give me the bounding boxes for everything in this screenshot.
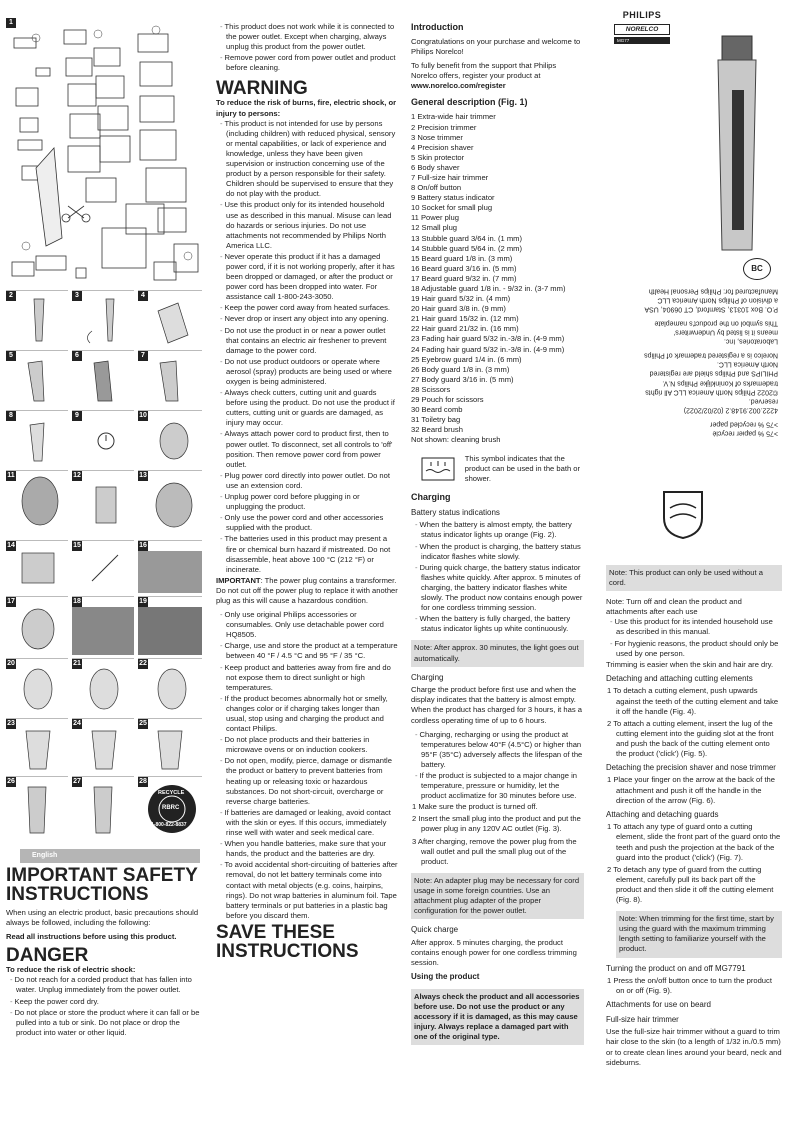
detach-step: 2 To attach a cutting element, insert the lug of the cutting element into the guiding slot at the front and push the back of the cutting element onto the product ('click') (Fig. 5).: [607, 718, 774, 759]
warning-subtitle: To reduce the risk of burns, fire, electric shock, or injury to persons:: [216, 98, 397, 118]
part-item: 12 Small plug: [411, 223, 458, 233]
save-instructions-title: SAVE THESE INSTRUCTIONS: [216, 921, 359, 962]
figure-label: 12: [73, 472, 81, 479]
figure-label: 9: [72, 411, 82, 421]
warning-item: - Unplug power cord before plugging in or unplugging the product.: [216, 492, 398, 512]
detach-title: Detaching and attaching cutting elements: [606, 673, 753, 683]
shower-symbol-icon: [421, 457, 455, 481]
fullsize-title: Full-size hair trimmer: [606, 1014, 679, 1024]
charging-title: Charging: [411, 491, 451, 502]
figure-1: [6, 18, 202, 286]
part-item: 29 Pouch for scissors: [411, 395, 484, 405]
charging-item: - Charging, recharging or using the product at temperatures below 40°F (4.5°C) or higher than 95°F (35°C) adversely affects the lifespan of the battery.: [411, 730, 584, 770]
danger-subtitle: To reduce the risk of electric shock:: [6, 965, 136, 975]
important-paragraph: [216, 576, 398, 606]
figure-13: [138, 470, 202, 536]
figure-label: 25: [139, 720, 147, 727]
part-item: 19 Hair guard 5/32 in. (4 mm): [411, 294, 511, 304]
warning-title: WARNING: [216, 78, 308, 100]
figure-label: 15: [73, 542, 81, 549]
guard-step: 2 To detach any type of guard from the cutting element, carefully pull its back part off the product and then slide it off the cutting element (Fig. 8).: [607, 864, 774, 905]
part-item: 1 Extra-wide hair trimmer: [411, 112, 496, 122]
warning-item: - Never drop or insert any object into any opening.: [216, 314, 398, 324]
figure-15: [72, 540, 134, 592]
philips-shield-icon: [660, 488, 706, 540]
part-item: 13 Stubble guard 3/64 in. (1 mm): [411, 233, 523, 243]
part-item: 14 Stubble guard 5/64 in. (2 mm): [411, 243, 523, 253]
warning-item: - Remove power cord from power outlet and product before cleaning.: [216, 53, 398, 73]
adapter-note: Note: An adapter plug may be necessary for cord usage in some foreign countries. Use an attachment plug adapter of the proper configuration for the power outlet.: [411, 873, 584, 919]
important-item: - When you handle batteries, make sure that your hands, the product and the batteries are dry.: [216, 839, 398, 859]
important-item: - Charge, use and store the product at a temperature between 40 °F / 4.5 °C and 95 °F / 35 °C.: [216, 641, 398, 661]
legal-line: trademarks of Koninklijke Philips N.V.: [662, 378, 778, 386]
philips-logo: PHILIPS: [622, 10, 662, 20]
cord-note: Note: This product can only be used without a cord.: [606, 565, 782, 591]
safety-section: [6, 866, 206, 1039]
figure-8: [6, 410, 68, 466]
warning-item: - Never operate this product if it has a damaged power cord, if it is not working properly, after it has been dropped or damaged, or after the product or power cord has been dropped into water. For assistance call 1-800-243-3050.: [216, 252, 398, 302]
onoff-step: 1 Press the on/off button once to turn the product on or off (Fig. 9).: [607, 976, 772, 996]
register-url[interactable]: www.norelco.com/register: [411, 81, 506, 91]
figure-label: 3: [72, 291, 82, 301]
figure-label: 2: [6, 291, 16, 301]
important-item: - To avoid accidental short-circuiting of batteries after removal, do not let battery terminals come into contact with metal objects (e.g. coins, hairpins, rings). Do not wrap batteries in aluminum foil. Tape battery terminals or put batteries in a plastic bag before you discard them.: [216, 860, 398, 921]
clean-note: Note: Turn off and clean the product and attachments after each use: [606, 597, 742, 617]
part-item: 18 Adjustable guard 1/8 in. - 9/32 in. (3-7 mm): [411, 284, 566, 293]
battery-item: - During quick charge, the battery status indicator flashes white quickly. After approx. 5 minutes of charging, the battery indicator flashes white slowly. The product now contains enough power for one cordless trimming session.: [411, 563, 584, 613]
battery-status-title: Battery status indications: [411, 507, 500, 517]
norelco-logo: NORELCO: [614, 24, 670, 35]
figure-label: 1: [6, 18, 16, 28]
figure-18: [72, 596, 134, 654]
figure-12: [72, 470, 134, 536]
part-item: 20 Hair guard 3/8 in. (9 mm): [411, 304, 506, 314]
figures-column: [6, 18, 206, 838]
charging-item: - If the product is subjected to a major change in temperature, pressure or humidity, let the product acclimatize for 30 minutes before use.: [411, 771, 584, 801]
model-label: MG77: [614, 37, 670, 44]
intro-paragraph: To fully benefit from the support that Philips Norelco offers, register your product at: [411, 61, 557, 81]
legal-line: a division of Philips North America LLC: [657, 296, 778, 304]
part-item: 4 Precision shaver: [411, 142, 474, 152]
figure-label: 20: [7, 660, 15, 667]
legal-line: Norelco is a registered trademark of Philips: [644, 351, 778, 359]
legal-line: means it is listed by Underwriters': [673, 328, 778, 336]
figure-17: [6, 596, 68, 654]
clean-item: - For hygienic reasons, the product should only be used by one person.: [606, 639, 782, 659]
intro-title: Introduction: [411, 22, 464, 32]
figure-label: 5: [6, 351, 16, 361]
warning-item: - This product is not intended for use by persons (including children) with reduced physical, sensory or mental capabilities, or lack of experience and knowledge, unless they have been given supervision or instruction concerning use of the product by a person responsible for their safety. Children should be supervised to ensure that they do not play with the product.: [216, 119, 398, 200]
part-item: 3 Nose trimmer: [411, 132, 463, 142]
warning-item: - This product does not work while it is connected to the power outlet. Except when charging, always unplug this product from the power outlet.: [216, 22, 398, 52]
part-item: 21 Hair guard 15/32 in. (12 mm): [411, 314, 519, 324]
part-item: Not shown: cleaning brush: [411, 435, 501, 445]
intro-paragraph: Congratulations on your purchase and welcome to Philips Norelco!: [411, 36, 581, 57]
part-item: 11 Power plug: [411, 213, 459, 223]
using-note: Always check the product and all accessories before use. Do not use the product or any accessory if it is damaged, as this may cause injury. Always replace a damaged part with one of the original type.: [411, 989, 584, 1045]
warning-item: - Only use the power cord and other accessories supplied with the product.: [216, 513, 398, 533]
important-item: - Keep product and batteries away from fire and do not expose them to direct sunlight or high temperatures.: [216, 663, 398, 693]
charge-step: 3 After charging, remove the power plug from the wall outlet and pull the small plug out of the product.: [412, 836, 577, 866]
part-item: 6 Body shaver: [411, 162, 460, 172]
recycle-word: RECYCLE: [158, 790, 185, 796]
battery-item: - When the battery is fully charged, the battery status indicator lights up white continuously.: [411, 614, 584, 634]
product-image: [700, 20, 760, 256]
bc-mark: BC: [743, 258, 771, 280]
shower-symbol-text: This symbol indicates that the product can be used in the bath or shower.: [464, 453, 581, 483]
warning-item: - Keep the power cord away from heated surfaces.: [216, 303, 398, 313]
general-description-title: General description (Fig. 1): [411, 97, 528, 108]
part-item: 5 Skin protector: [411, 152, 465, 162]
part-item: 15 Beard guard 1/8 in. (3 mm): [411, 253, 513, 263]
introduction-column: [411, 22, 584, 1051]
onoff-title: Turning the product on and off MG7791: [606, 963, 746, 973]
beard-attachments-title: Attachments for use on beard: [606, 1000, 711, 1010]
detach-step: 1 To detach a cutting element, push upwards against the teeth of the cutting element and take it off the handle (Fig. 4).: [607, 686, 779, 716]
trim-tip: Trimming is easier when the skin and hair are dry.: [606, 659, 774, 669]
figure-3: [72, 290, 134, 346]
parts-list: [411, 112, 584, 445]
charging-subtitle: Charging: [411, 672, 444, 682]
figure-10: [138, 410, 202, 466]
danger-title: DANGER: [6, 945, 89, 967]
legal-line: North America LLC.: [716, 360, 778, 368]
figure-21: [72, 658, 134, 714]
important-item: - Do not open, modify, pierce, damage or dismantle the product or battery to prevent batteries from heating up or releasing toxic or hazardous substances. Do not short-circuit, overcharge or reverse charge batteries.: [216, 756, 398, 806]
figure-grid: [6, 18, 206, 838]
figure-24: [72, 718, 134, 772]
figure-label: 22: [139, 660, 147, 667]
figure-label: 19: [139, 598, 147, 605]
part-item: 32 Beard brush: [411, 425, 463, 435]
figure-label: 28: [139, 778, 147, 785]
part-item: 17 Beard guard 9/32 in. (7 mm): [411, 273, 517, 283]
legal-line: P.O. Box 10313, Stamford, CT 06904, USA: [644, 305, 778, 313]
figure-11: [6, 470, 68, 536]
battery-note: Note: After approx. 30 minutes, the light goes out automatically.: [411, 640, 584, 666]
important-item: - Do not place products and their batteries in microwave ovens or on induction cookers.: [216, 735, 398, 755]
figure-label: 4: [138, 291, 148, 301]
safety-title: IMPORTANT SAFETY INSTRUCTIONS: [6, 865, 198, 905]
part-item: 25 Eyebrow guard 1/4 in. (6 mm): [411, 354, 522, 364]
legal-line: This symbol on the product's nameplate: [654, 319, 778, 327]
fullsize-text: Use the full-size hair trimmer without a guard to trim hair close to the skin (to a length of 1/32 in./0.5 mm) or to create clean lines around your beard, neck and sideburns.: [606, 1027, 782, 1067]
danger-item: - Do not reach for a corded product that has fallen into water. Unplug immediately from the power outlet.: [6, 975, 206, 995]
clean-item: - Use this product for its intended household use as described in this manual.: [606, 617, 782, 637]
guard-note: Note: When trimming for the first time, start by using the guard with the maximum trimming length setting to familiarize yourself with the product.: [616, 911, 782, 957]
warning-item: - The batteries used in this product may present a fire or chemical burn hazard if mistreated. Do not disassemble, heat above 100 °C (212 °F) or incinerate.: [216, 534, 398, 574]
part-item: 30 Beard comb: [411, 405, 463, 415]
precision-step: 1 Place your finger on the arrow at the back of the attachment and push it off the handle in the direction of the arrow (Fig. 6).: [607, 775, 776, 805]
charge-step: 2 Insert the small plug into the product and put the power plug in any 120V AC outlet (Fig. 3).: [412, 814, 581, 834]
legal-line: ©2022 Philips North America LLC All rights: [645, 388, 778, 396]
figure-28: [138, 776, 202, 836]
legal-line: Manufactured for: Philips Personal Health: [648, 287, 778, 295]
figure-20: [6, 658, 68, 714]
brand-block: [614, 0, 670, 70]
warnings-column: [216, 22, 398, 961]
part-item: 8 On/off button: [411, 183, 462, 193]
part-item: 27 Body guard 3/16 in. (5 mm): [411, 374, 514, 384]
figure-label: 10: [139, 412, 147, 419]
battery-item: - When the battery is almost empty, the battery status indicator lights up orange (Fig. 2).: [411, 520, 584, 540]
battery-item: - When the product is charging, the battery status indicator flashes white slowly.: [411, 542, 584, 562]
legal-line: reserved.: [748, 397, 778, 405]
figure-label: 16: [139, 542, 147, 549]
important-item: - If the product becomes abnormally hot or smelly, changes color or if charging takes longer than usual, stop using and charging the product and contact Philips.: [216, 694, 398, 734]
legal-block-rotated: [610, 286, 778, 437]
part-item: 10 Socket for small plug: [411, 203, 493, 213]
guards-title: Attaching and detaching guards: [606, 809, 719, 819]
product-overview-illustration: [6, 18, 202, 286]
part-item: 9 Battery status indicator: [411, 193, 495, 203]
figure-23: [6, 718, 68, 772]
part-item: 24 Fading hair guard 5/32 in.-3/8 in. (4-9 mm): [411, 344, 565, 354]
part-item: 7 Full-size hair trimmer: [411, 172, 489, 182]
figure-7: [138, 350, 202, 406]
danger-item: - Do not place or store the product where it can fall or be pulled into a tub or sink. Do not place or drop the product into water or other liquid.: [6, 1008, 206, 1038]
important-label: IMPORTANT: [216, 575, 261, 585]
part-item: 26 Body guard 1/8 in. (3 mm): [411, 364, 510, 374]
warning-item: - Use this product only for its intended household use as described in this manual. Misuse can lead do hazards or serious injuries. Do not use attachments not recommended by Philips North America LLC.: [216, 200, 398, 250]
figure-label: 7: [138, 351, 148, 361]
figure-6: [72, 350, 134, 406]
legal-line: >75 % papier recyclé: [712, 429, 778, 437]
figure-5: [6, 350, 68, 406]
figure-label: 14: [7, 542, 15, 549]
figure-26: [6, 776, 68, 836]
figure-label: 26: [7, 778, 15, 785]
recycle-phone: 1-800-822-8837: [151, 822, 187, 828]
bath-shower-symbol-row: [421, 454, 584, 484]
figure-14: [6, 540, 68, 592]
quick-charge-title: Quick charge: [411, 925, 459, 935]
figure-label: 8: [6, 411, 16, 421]
warning-item: - Do not use product outdoors or operate where aerosol (spray) products are being used or where oxygen is being administered.: [216, 357, 398, 387]
legal-line: PHILIPS and Philips shield are registered: [649, 369, 778, 377]
figure-9: [72, 410, 134, 466]
warning-item: - Always attach power cord to product first, then to power outlet. To disconnect, set all controls to 'off' position. Then remove power cord from power outlet.: [216, 429, 398, 469]
safety-read: Read all instructions before using this product.: [6, 932, 177, 942]
important-text: : The power plug contains a transformer. Do not cut off the power plug to replace it with another plug as this will cause a hazardous condition.: [216, 575, 398, 605]
precision-title: Detaching the precision shaver and nose trimmer: [606, 763, 776, 773]
guard-step: 1 To attach any type of guard onto a cutting element, slide the front part of the guard onto the teeth and push the projection at the back of the guard into the product ('click') (Fig. 7).: [607, 822, 781, 862]
part-item: 31 Toiletry bag: [411, 415, 461, 425]
figure-19: [138, 596, 202, 654]
figure-label: 6: [72, 351, 82, 361]
charge-step: 1 Make sure the product is turned off.: [412, 802, 538, 812]
important-item: - If batteries are damaged or leaking, avoid contact with the skin or eyes. If this occurs, immediately rinse well with water and seek medical care.: [216, 808, 398, 838]
figure-25: [138, 718, 202, 772]
important-item: - Only use original Philips accessories or consumables. Only use detachable power cord HQ8505.: [216, 610, 398, 640]
part-item: 2 Precision trimmer: [411, 122, 477, 132]
figure-label: 11: [7, 472, 15, 479]
figure-22: [138, 658, 202, 714]
figure-label: 13: [139, 472, 147, 479]
charging-text: Charge the product before first use and when the display indicates that the battery is almost empty. When the product has charged for 3 hours, it has a cordless operating time of up to 6 hours.: [411, 685, 582, 725]
danger-item: - Keep the power cord dry.: [6, 997, 206, 1007]
using-title: Using the product: [411, 972, 480, 982]
instructions-column: [606, 565, 782, 1072]
part-item: 23 Fading hair guard 5/32 in.-3/8 in. (4-9 mm): [411, 334, 565, 344]
figure-27: [72, 776, 134, 836]
warning-item: - Always check cutters, cutting unit and guards before using the product. Do not use the product if cutters, cutting unit or guards are damaged, as injury may occur.: [216, 388, 398, 428]
figure-label: 27: [73, 778, 81, 785]
figure-label: 24: [73, 720, 81, 727]
figure-4: [138, 290, 202, 346]
figure-label: 18: [73, 598, 81, 605]
figure-label: 21: [73, 660, 81, 667]
warning-item: - Plug power cord directly into power outlet. Do not use an extension cord.: [216, 471, 398, 491]
figure-16: [138, 540, 202, 592]
quick-charge-text: After approx. 5 minutes charging, the product contains enough power for one cordless trimming session.: [411, 937, 577, 967]
part-item: 16 Beard guard 3/16 in. (5 mm): [411, 263, 517, 273]
legal-line: >75 % recycled paper: [710, 420, 778, 428]
language-tab: English: [20, 849, 200, 863]
part-item: 28 Scissors: [411, 384, 451, 394]
figure-label: 23: [7, 720, 15, 727]
warning-item: - Do not use the product in or near a power outlet that contains an electric air freshener to prevent damage to the power cord.: [216, 326, 398, 356]
legal-line: 4222.002.9148.2 (02/02/2022): [683, 406, 778, 414]
figure-2: [6, 290, 68, 346]
part-item: 22 Hair guard 21/32 in. (16 mm): [411, 324, 519, 334]
rbrc-text: RBRC: [162, 805, 180, 811]
safety-intro: When using an electric product, basic precautions should always be followed, including the following:: [6, 908, 199, 928]
legal-line: Laboratories, Inc.: [723, 337, 778, 345]
figure-label: 17: [7, 598, 15, 605]
